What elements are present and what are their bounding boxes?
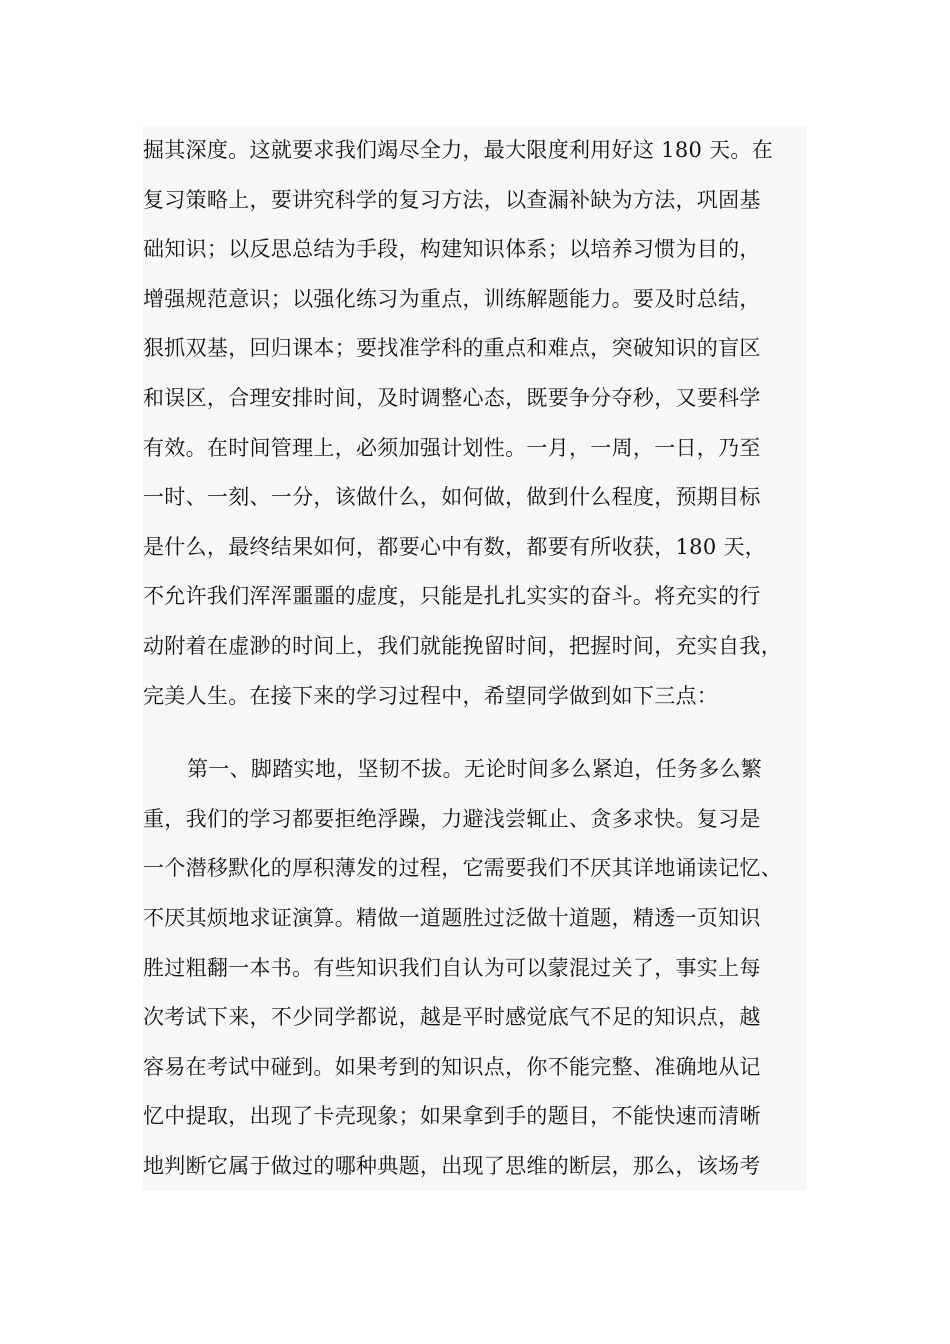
paragraph-line: 地判断它属于做过的哪种典题，出现了思维的断层，那么，该场考 xyxy=(143,1153,761,1178)
paragraph-line: 掘其深度。这就要求我们竭尽全力，最大限度利用好这 180 天。在 xyxy=(143,138,774,162)
paragraph-line: 础知识；以反思总结为手段，构建知识体系；以培养习惯为目的， xyxy=(143,237,761,262)
paragraph-line: 容易在考试中碰到。如果考到的知识点，你不能完整、准确地从记 xyxy=(143,1054,761,1079)
paragraph-1 xyxy=(143,126,807,721)
paragraph-line: 重，我们的学习都要拒绝浮躁，力避浅尝辄止、贪多求快。复习是 xyxy=(143,806,761,831)
paragraph-line: 动附着在虚渺的时间上，我们就能挽留时间，把握时间，充实自我， xyxy=(143,633,782,658)
paragraph-line: 是什么，最终结果如何，都要心中有数，都要有所收获，180 天， xyxy=(143,534,767,559)
paragraph-line: 不厌其烦地求证演算。精做一道题胜过泛做十道题，精透一页知识 xyxy=(143,905,761,930)
paragraph-line: 一时、一刻、一分，该做什么，如何做，做到什么程度，预期目标 xyxy=(143,485,761,510)
paragraph-line: 不允许我们浑浑噩噩的虚度，只能是扎扎实实的奋斗。将充实的行 xyxy=(143,584,761,609)
paragraph-line: 忆中提取，出现了卡壳现象；如果拿到手的题目，不能快速而清晰 xyxy=(143,1104,761,1129)
paragraph-line: 和误区，合理安排时间，及时调整心态，既要争分夺秒，又要科学 xyxy=(143,385,761,410)
paragraph-line: 增强规范意识；以强化练习为重点，训练解题能力。要及时总结， xyxy=(143,286,761,311)
paragraph-spacer xyxy=(143,721,807,745)
paragraph-line: 狠抓双基，回归课本；要找准学科的重点和难点，突破知识的盲区 xyxy=(143,336,761,361)
paragraph-line: 次考试下来，不少同学都说，越是平时感觉底气不足的知识点，越 xyxy=(143,1005,761,1030)
paragraph-line: 有效。在时间管理上，必须加强计划性。一月，一周，一日，乃至 xyxy=(143,435,761,460)
text-block xyxy=(143,126,807,1191)
paragraph-line: 一个潜移默化的厚积薄发的过程，它需要我们不厌其详地诵读记忆、 xyxy=(143,856,782,881)
paragraph-line: 复习策略上，要讲究科学的复习方法，以查漏补缺为方法，巩固基 xyxy=(143,187,761,212)
paragraph-line: 胜过粗翻一本书。有些知识我们自认为可以蒙混过关了，事实上每 xyxy=(143,955,761,980)
paragraph-2 xyxy=(143,745,807,1191)
paragraph-line: 第一、脚踏实地，坚韧不拔。无论时间多么紧迫，任务多么繁 xyxy=(187,757,763,782)
paragraph-line: 完美人生。在接下来的学习过程中，希望同学做到如下三点： xyxy=(143,683,719,708)
